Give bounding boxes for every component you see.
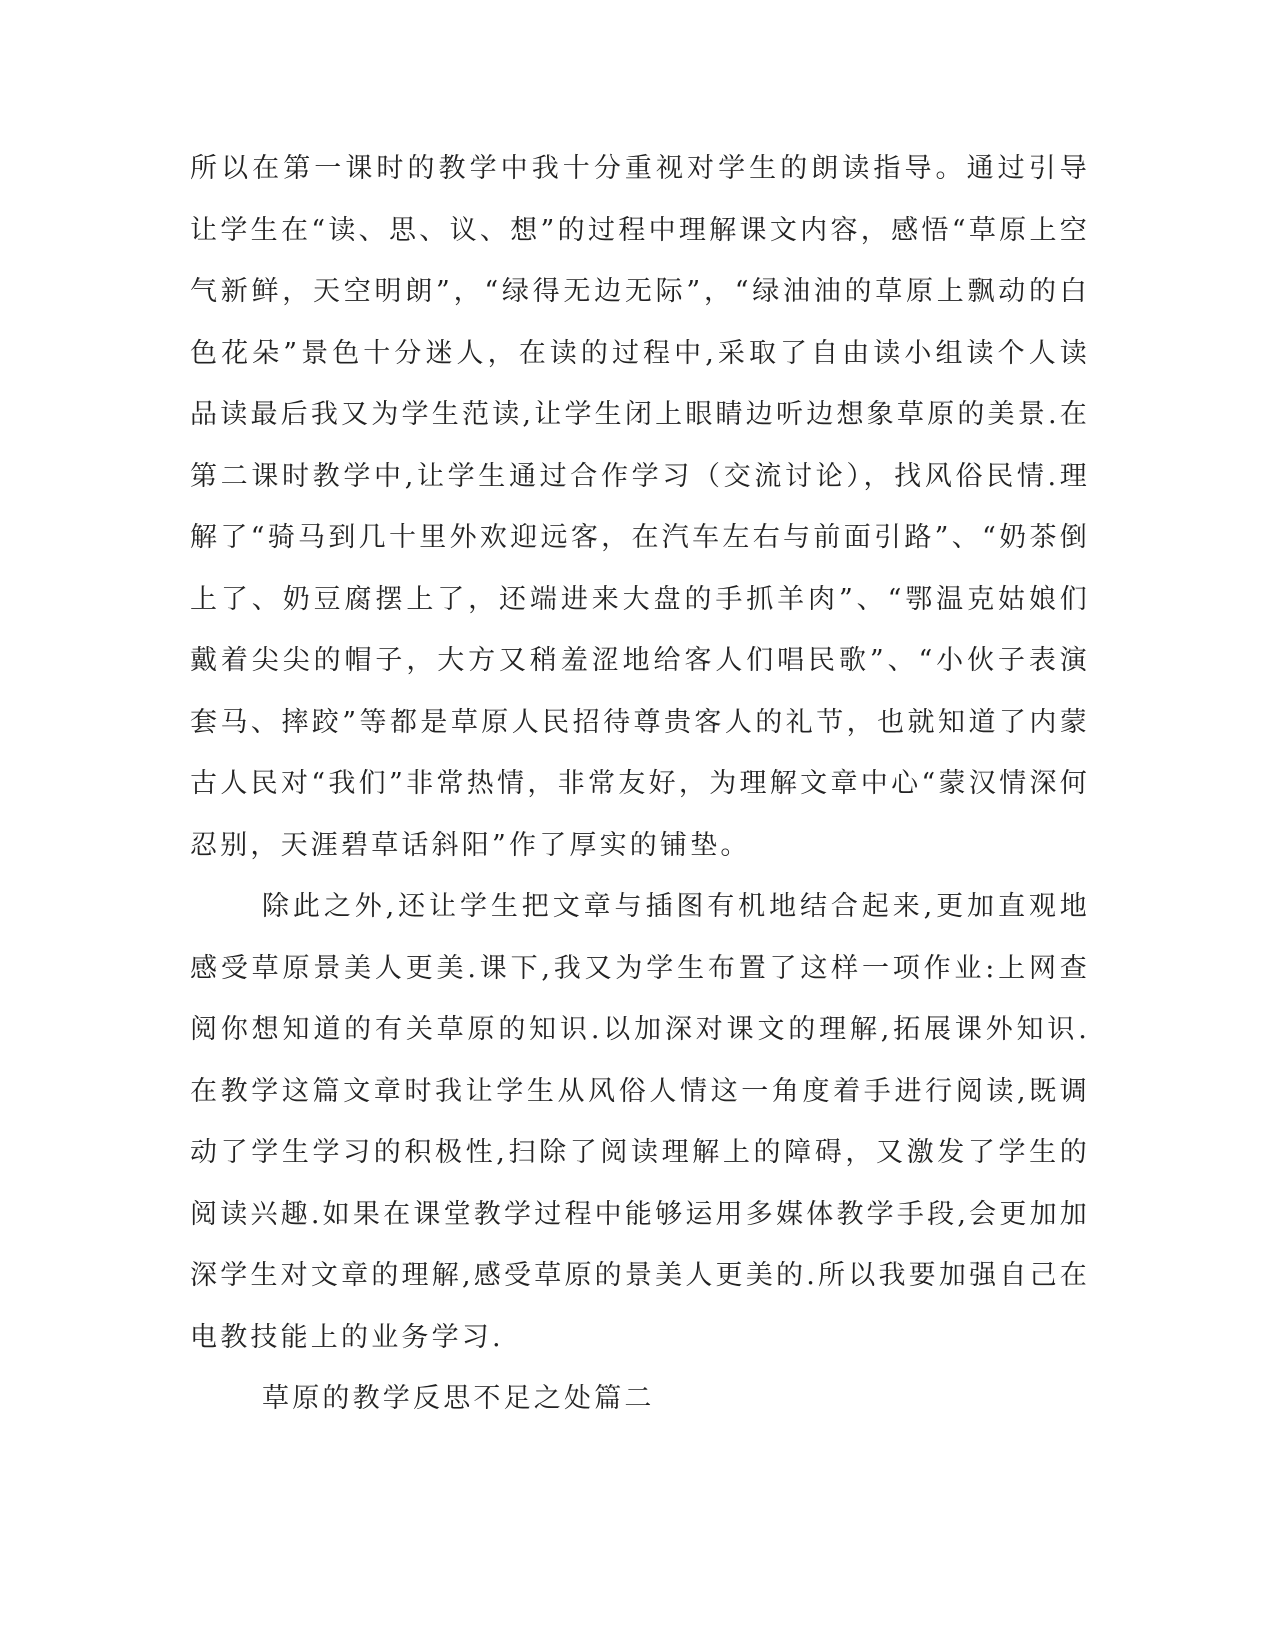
paragraph-2: 除此之外,还让学生把文章与插图有机地结合起来,更加直观地感受草原景美人更美.课下,我又为学生布置了这样一项作业:上网查阅你想知道的有关草原的知识.以加深对课文的理解,拓展课外知识.在教学这篇文章时我让学生从风俗人情这一角度着手进行阅读,既调动了学生学习的积极性,扫除了阅读理解上的障碍，又激发了学生的阅读兴趣.如果在课堂教学过程中能够运用多媒体教学手段,会更加加深学生对文章的理解,感受草原的景美人更美的.所以我要加强自己在电教技能上的业务学习. [190, 891, 1090, 1353]
section-heading: 草原的教学反思不足之处篇二 [262, 1383, 655, 1414]
paragraph-1: 所以在第一课时的教学中我十分重视对学生的朗读指导。通过引导让学生在“读、思、议、想”的过程中理解课文内容，感悟“草原上空气新鲜，天空明朗”，“绿得无边无际”，“绿油油的草原上飘动的白色花朵”景色十分迷人，在读的过程中,采取了自由读小组读个人读品读最后我又为学生范读,让学生闭上眼睛边听边想象草原的美景.在第二课时教学中,让学生通过合作学习（交流讨论），找风俗民情.理解了“骑马到几十里外欢迎远客，在汽车左右与前面引路”、“奶茶倒上了、奶豆腐摆上了，还端进来大盘的手抓羊肉”、“鄂温克姑娘们戴着尖尖的帽子，大方又稍羞涩地给客人们唱民歌”、“小伙子表演套马、摔跤”等都是草原人民招待尊贵客人的礼节，也就知道了内蒙古人民对“我们”非常热情，非常友好，为理解文章中心“蒙汉情深何忍别，天涯碧草话斜阳”作了厚实的铺垫。 [190, 153, 1090, 861]
document-body [190, 138, 1090, 1430]
